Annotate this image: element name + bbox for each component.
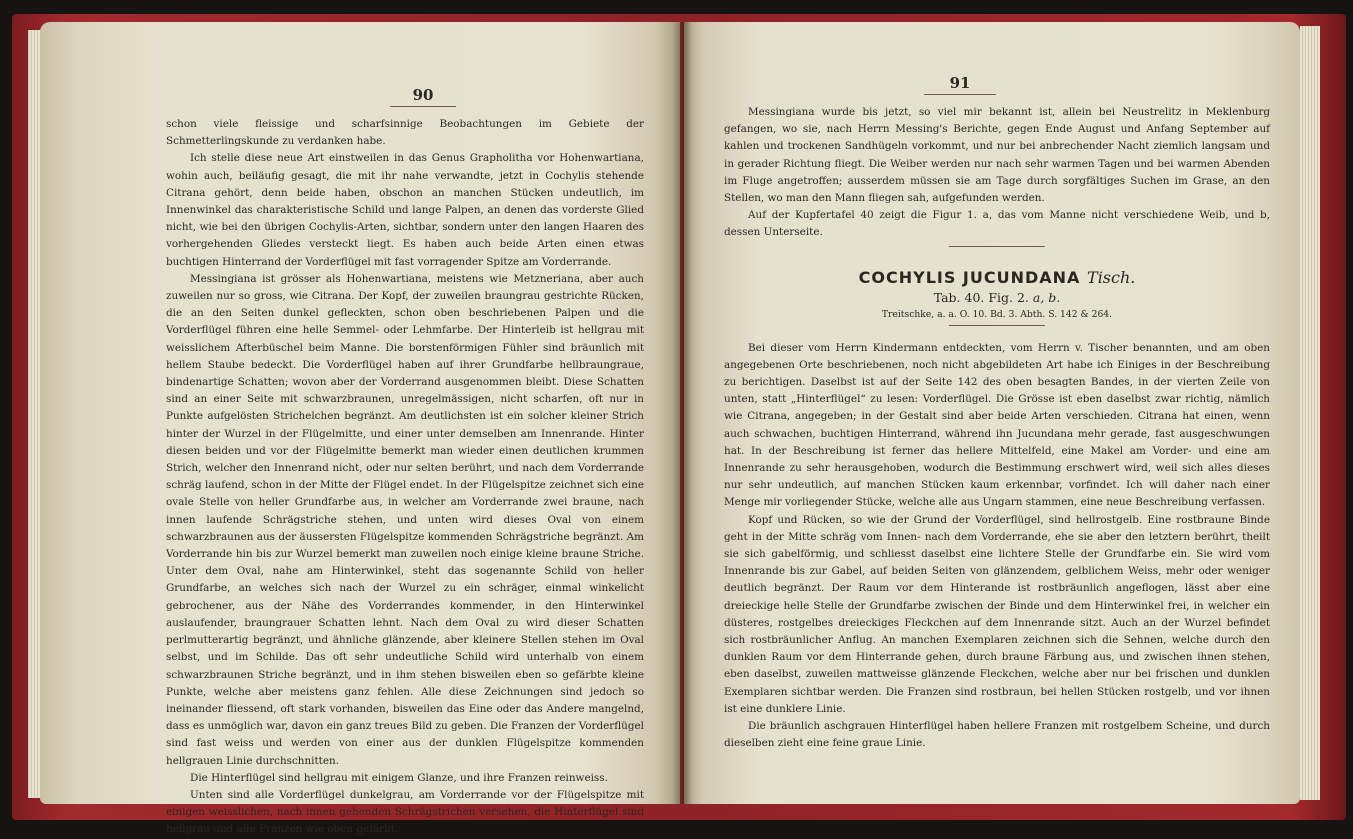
right-page-edges bbox=[1300, 26, 1320, 800]
paragraph: Auf der Kupfertafel 40 zeigt die Figur 1. a, das vom Manne nicht verschiedene Weib, und b, dessen Unterseite. bbox=[724, 209, 1270, 239]
page-number-right: 91 bbox=[949, 74, 971, 92]
right-page-text bbox=[724, 104, 1270, 753]
book-gutter bbox=[672, 22, 692, 804]
page-number-rule-left bbox=[390, 106, 456, 107]
left-page-text bbox=[166, 116, 644, 839]
paragraph: Messingiana ist grösser als Hohenwartiana, meistens wie Metzneriana, aber auch zuweilen nur so gross, wie Citrana. Der Kopf, der zuweilen braungrau gestrichte Rücken, die an den Seiten dunkel gefleckten, schon oben beschriebenen Palpen und die Vorderflügel führen eine helle Semmel- oder Lehmfarbe. Der Hinterleib ist hellgrau mit weisslichem Afterbüschel beim Manne. Die borstenförmigen Fühler sind bräunlich mit hellem Staube bedeckt. Die Vorderflügel haben auf ihrer Grundfarbe hellbraungraue, bindenartige Schatten; wovon aber der Vorderrand ausgenommen bleibt. Diese Schatten sind an einer Seite mit schwarzbraunen, unregelmässigen, nicht scharfen, oft nur in Punkte aufgelösten Strichelchen begränzt. Am deutlichsten ist ein solcher kleiner Strich hinter der Wurzel in der Flügelmitte, und einer unter demselben am Innenrande. Hinter diesen beiden und vor der Flügelmitte bemerkt man wieder einen deutlichen krummen Strich, welcher den Innenrand nicht, oder nur selten berührt, und nach dem Vorderrande schräg laufend, schon in der Mitte der Flügel endet. In der Flügelspitze zeichnet sich eine ovale Stelle von heller Grundfarbe aus, in welcher am Vorderrande zwei braune, nach innen laufende Schrägstriche stehen, und unten wird dieses Oval von einem schwarzbraunen aus der äussersten Flügelspitze kommenden Schrägstriche begränzt. Am Vorderrande hin bis zur Wurzel bemerkt man zuweilen noch einige kleine braune Striche. Unter dem Oval, nahe am Hinterwinkel, steht das sogenannte Schild von heller Grundfarbe, an welches sich nach der Wurzel zu ein schräger, einmal winkelicht gebrochener, aus der Nähe des Vorderrandes kommender, in den Hinterwinkel auslaufender, braungrauer Schatten lehnt. Nach dem Oval zu wird dieser Schatten perlmutterartig begränzt, und ähnliche glänzende, aber kleinere Stellen stehen im Oval selbst, und im Schilde. Das oft sehr undeutliche Schild wird unterhalb von einem schwarzbraunen Striche begränzt, und in ihm stehen bisweilen eben so gefärbte kleine Punkte, welche aber meistens ganz fehlen. Alle diese Zeichnungen sind jedoch so ineinander fliessend, oft stark vorhanden, bisweilen das Eine oder das Andere mangelnd, dass es unmöglich war, davon ein ganz treues Bild zu geben. Die Franzen der Vorderflügel sind fast weiss und werden von einer aus der dunklen Flügelspitze kommenden hellgrauen Linie durchschnitten. bbox=[166, 272, 644, 767]
species-author: Tisch. bbox=[1087, 267, 1136, 287]
right-page bbox=[684, 22, 1300, 804]
paragraph: Die bräunlich aschgrauen Hinterflügel haben hellere Franzen mit rostgelbem Scheine, und durch dieselben zieht eine feine graue Linie. bbox=[724, 720, 1270, 750]
paragraph: Die Hinterflügel sind hellgrau mit einigem Glanze, und ihre Franzen reinweiss. bbox=[190, 771, 608, 784]
paragraph: Messingiana wurde bis jetzt, so viel mir bekannt ist, allein bei Neustrelitz in Meklenburg gefangen, wo sie, nach Herrn Messing's Berichte, gegen Ende August und Anfang September auf kahlen und trockenen Sandhügeln vorkommt, und nur bei anbrechender Nacht ziemlich langsam und in gerader Richtung fliegt. Die Weiber werden nur nach sehr warmen Tagen und bei warmen Abenden im Fluge angetroffen; ausserdem müssen sie am Tage durch sorgfältiges Suchen im Grase, an den Stellen, wo man den Mann fliegen sah, aufgefunden werden. bbox=[724, 106, 1270, 205]
left-page bbox=[40, 22, 680, 836]
paragraph: Bei dieser vom Herrn Kindermann entdeckten, vom Herrn v. Tischer benannten, und am oben angegebenen Orte beschriebenen, noch nicht abgebildeten Art habe ich Einiges in der Beschreibung zu berichtigen. Daselbst ist auf der Seite 142 des oben besagten Bandes, in der vierten Zeile von unten, statt „Hinterflügel“ zu lesen: Vorderflügel. Die Grösse ist eben daselbst zwar richtig, nämlich wie Citrana, angegeben; in der Gestalt sind aber beide Arten verschieden. Citrana hat einen, wenn auch schwachen, buchtigen Hinterrand, während ihn Jucundana mehr gerade, fast ausgeschwungen hat. In der Beschreibung ist ferner das hellere Mittelfeld, eine Makel am Vorder- und eine am Innenrande zu sehr herausgehoben, wodurch die Bestimmung erschwert wird, weil sich alles dieses nur sehr undeutlich, auf manchen Stücken kaum erkennbar, vorfindet. Ich will daher nach einer Menge mir vorliegender Stücke, welche alle aus Ungarn stammen, eine neue Beschreibung verfassen. bbox=[724, 341, 1270, 509]
page-number-left: 90 bbox=[412, 86, 434, 104]
literature-reference: Treitschke, a. a. O. 10. Bd. 3. Abth. S. 142 & 264. bbox=[881, 308, 1113, 320]
paragraph: schon viele fleissige und scharfsinnige Beobachtungen im Gebiete der Schmetterlingskunde zu verdanken habe. bbox=[166, 118, 644, 148]
paragraph: Ich stelle diese neue Art einstweilen in das Genus Grapholitha vor Hohenwartiana, wohin auch, beiläufig gesagt, die mit ihr nahe verwandte, jetzt in Cochylis stehende Citrana gehört, denn beide haben, obschon an manchen Stücken undeutlich, im Innenwinkel das charakteristische Schild und lange Palpen, an denen das vorderste Glied nicht, wie bei den übrigen Cochylis-Arten, sichtbar, sondern unter den langen Haaren des vorhergehenden Gliedes versteckt liegt. Es haben auch beide Arten einen etwas buchtigen Hinterrand der Vorderflügel mit fast vorragender Spitze am Vorderrande. bbox=[166, 152, 644, 268]
species-heading bbox=[724, 267, 1270, 289]
section-rule bbox=[949, 325, 1045, 326]
species-title: COCHYLIS JUCUNDANA bbox=[858, 267, 1081, 287]
paragraph: Unten sind alle Vorderflügel dunkelgrau, am Vorderrande vor der Flügelspitze mit einigen weisslichen, nach innen gehenden Schrägstrichen versehen, die Hinterflügel sind hellgrau und alle Franzen wie oben gefärbt. bbox=[166, 788, 644, 836]
page-number-rule-right bbox=[924, 94, 996, 95]
plate-ref-figs: a, b. bbox=[1032, 289, 1061, 305]
plate-ref-text: Tab. 40. Fig. 2. bbox=[933, 289, 1029, 305]
plate-reference bbox=[724, 289, 1270, 307]
paragraph: Kopf und Rücken, so wie der Grund der Vorderflügel, sind hellrostgelb. Eine rostbraune Binde geht in der Mitte schräg vom Innen- nach dem Vorderrande, ehe sie aber den letztern berührt, theilt sie sich gabelförmig, und schliesst daselbst eine lichtere Stelle der Grundfarbe ein. Sie wird vom Innenrande bis zur Gabel, auf beiden Seiten von glänzendem, gelblichem Weiss, mehr oder weniger deutlich begränzt. Der Raum vor dem Hinterande ist rostbräunlich angeflogen, lässt aber eine dreieckige helle Stelle der Grundfarbe zwischen der Binde und dem Hinterwinkel frei, in welcher ein düsteres, rostgelbes dreieckiges Fleckchen auf dem Innenrande sitzt. Auch an der Wurzel befindet sich rostbräunlicher Anflug. An manchen Exemplaren zeichnen sich die Sehnen, welche durch den dunklen Raum vor dem Hinterrande gehen, durch braune Färbung aus, und zwischen ihnen stehen, eben daselbst, zuweilen mattweisse glänzende Fleckchen, welche aber nur bei frischen und dunklen Exemplaren sichtbar werden. Die Franzen sind rostbraun, bei hellen Stücken rostgelb, und vor ihnen ist eine dunklere Linie. bbox=[724, 513, 1270, 715]
section-rule bbox=[949, 246, 1045, 247]
